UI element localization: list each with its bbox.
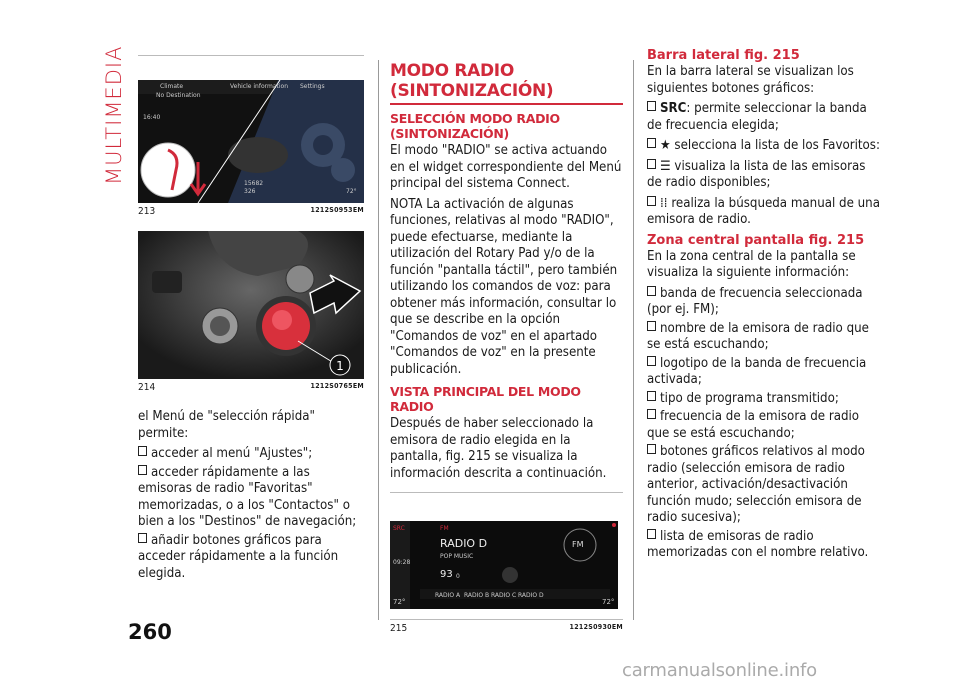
list-item: acceder al menú "Ajustes";: [138, 446, 364, 463]
screen-station-name: RADIO D: [440, 537, 488, 550]
list-item: ★ selecciona la lista de los Favoritos:: [647, 138, 882, 155]
figure-213-caption: 213 1212S0953EM: [138, 206, 364, 217]
screen-tab-settings: Settings: [300, 83, 325, 90]
page-number: 260: [128, 620, 172, 644]
tune-icon: ⁞⁞: [660, 195, 668, 211]
subheading-selection: SELECCIÓN MODO RADIO (SINTONIZACIÓN): [390, 111, 560, 141]
list-item: acceder rápidamente a las emisoras de radio "Favoritas" memorizadas, o a los "Contactos" o bien a los "Destinos" de navegación;: [138, 464, 357, 529]
list-item: ⁞⁞ realiza la búsqueda manual de una emisora de radio.: [647, 195, 880, 227]
note-paragraph: NOTA La activación de algunas funciones, relativas al modo "RADIO", puede efectuarse, mediante la utilización del Rotary Pad y/o de la función "pantalla táctil", pero también utilizando los comandos de voz: para obtener más información, consultar lo que se describe en la opción "Comandos de voz" en el apartado "Comandos de voz" en la presente publicación.: [390, 196, 618, 377]
paragraph: Después de haber seleccionado la emisora de radio elegida en la pantalla, fig. 215 se visualiza la información descrita a continuación.: [390, 416, 607, 481]
paragraph: En la zona central de la pantalla se visualiza la siguiente información:: [647, 248, 856, 280]
screen-tab-vehicle-info: Vehicle information: [230, 83, 288, 90]
list-item: logotipo de la banda de frecuencia activada;: [647, 355, 867, 387]
paragraph: El modo "RADIO" se activa actuando en el widget correspondiente del Menú principal del sistema Connect.: [390, 143, 622, 191]
list-item: banda de frecuencia seleccionada (por ej. FM);: [647, 285, 863, 317]
screen-preset: RADIO D: [518, 592, 544, 599]
screen-temp-right: 72°: [602, 598, 615, 606]
figure-214-console: [138, 231, 364, 379]
list-icon: ☰: [660, 158, 671, 174]
paragraph: En la barra lateral se visualizan los siguientes botones gráficos:: [647, 64, 854, 96]
screen-temp: 72°: [346, 188, 357, 195]
column-3: [647, 44, 882, 564]
screen-preset: RADIO B: [464, 592, 490, 599]
figure-213: [138, 80, 364, 203]
screen-src-button: SRC: [393, 525, 405, 532]
screen-frequency-decimal: 0: [456, 573, 460, 580]
list-item: nombre de la emisora de radio que se está escuchando;: [647, 320, 869, 352]
list-item: ☰ visualiza la lista de las emisoras de radio disponibles;: [647, 158, 866, 190]
figure-214-caption: 214 1212S0765EM: [138, 382, 364, 393]
figure-214: [138, 231, 364, 379]
list-item: SRC: permite seleccionar la banda de frecuencia elegida;: [647, 101, 867, 133]
column-divider: [378, 60, 379, 620]
screen-time: 09:28: [393, 559, 411, 566]
list-item: añadir botones gráficos para acceder rápidamente a la función elegida.: [138, 532, 339, 581]
screen-preset: RADIO A: [435, 592, 461, 599]
screen-tab-climate: Climate: [160, 83, 184, 90]
screen-band-logo: FM: [572, 540, 584, 549]
col1-intro: el Menú de "selección rápida" permite:: [138, 409, 315, 441]
screen-preset: RADIO C: [491, 592, 517, 599]
screen-odo1: 15682: [244, 180, 264, 187]
screen-band: FM: [440, 525, 449, 532]
screen-temp-left: 72°: [393, 598, 406, 606]
figure-215-caption: 215 1212S0930EM: [390, 623, 623, 634]
subheading-main-view: VISTA PRINCIPAL DEL MODO RADIO: [390, 384, 581, 414]
screen-program-type: POP MUSIC: [440, 553, 474, 560]
list-item: frecuencia de la emisora de radio que se está escuchando;: [647, 409, 860, 441]
subheading-sidebar: Barra lateral fig. 215: [647, 48, 800, 63]
column-1: [138, 55, 364, 584]
figure-215: [390, 521, 618, 609]
subheading-center-zone: Zona central pantalla fig. 215: [647, 232, 865, 248]
section-heading: MODO RADIO (SINTONIZACIÓN): [390, 61, 623, 105]
screen-odo2: 326: [244, 188, 256, 195]
list-item: botones gráficos relativos al modo radio (selección emisora de radio anterior, activación/desactivación función mudo; selección emisora de radio sucesiva);: [647, 444, 865, 525]
screen-time: 16:40: [143, 114, 161, 121]
column-2: [390, 55, 623, 634]
list-item: tipo de programa transmitido;: [647, 391, 882, 408]
screen-frequency: 93: [440, 569, 453, 580]
list-item: lista de emisoras de radio memorizadas con el nombre relativo.: [647, 528, 869, 560]
section-tab: MULTIMEDIA: [102, 45, 126, 185]
callout-1: 1: [336, 359, 344, 373]
star-icon: ★: [660, 138, 671, 153]
watermark: carmanualsonline.info: [622, 660, 817, 681]
screen-sub: No Destination: [156, 92, 201, 99]
column-divider: [633, 60, 634, 620]
